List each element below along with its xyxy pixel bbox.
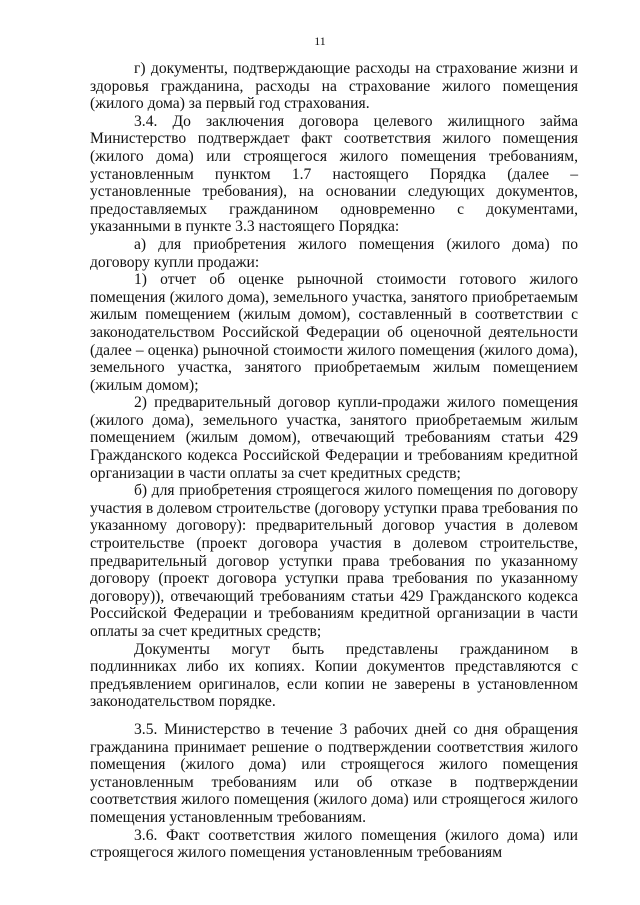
paragraph-item-b: б) для приобретения строящегося жилого помещения по договору участия в долевом строительстве (договору уступки права требования по указанному договору): предварительный договор участия в долевом строительстве (проект договора участия в долевом строительстве, предварительный договор уступки права требования по указанному договору (проект договора уступки права требования по указанному договору)), отвечающий требованиям статьи 429 Гражданского кодекса Российской Федерации и требованиям кредитной организации в части оплаты за счет кредитных средств; [90, 482, 578, 640]
paragraph-item-a: а) для приобретения жилого помещения (жилого дома) по договору купли продажи: [90, 235, 578, 271]
paragraph-3-6: 3.6. Факт соответствия жилого помещения (жилого дома) или строящегося жилого помещения установленным требованиям [90, 826, 578, 862]
paragraph-3-5: 3.5. Министерство в течение 3 рабочих дней со дня обращения гражданина принимает решение о подтверждении соответствия жилого помещения (жилого дома) или строящегося жилого помещения установленным требованиям или об отказе в подтверждении соответствия жилого помещения (жилого дома) или строящегося жилого помещения установленным требованиям. [90, 720, 578, 826]
page-number: 11 [314, 34, 326, 48]
paragraph-documents-note: Документы могут быть представлены гражданином в подлинниках либо их копиях. Копии документов представляются с предъявлением оригиналов, если копии не заверены в установленном законодательством порядке. [90, 640, 578, 711]
paragraph-subitem-2: 2) предварительный договор купли-продажи жилого помещения (жилого дома), земельного участка, занятого приобретаемым жилым помещением (жилым домом), отвечающий требованиям статьи 429 Гражданского кодекса Российской Федерации и требованиям кредитной организации в части оплаты за счет кредитных средств; [90, 394, 578, 482]
paragraph-item-g: г) документы, подтверждающие расходы на страхование жизни и здоровья гражданина, расходы на страхование жилого помещения (жилого дома) за первый год страхования. [90, 60, 578, 113]
document-body [90, 60, 578, 862]
paragraph-3-4: 3.4. До заключения договора целевого жилищного займа Министерство подтверждает факт соответствия жилого помещения (жилого дома) или строящегося жилого помещения требованиям, установленным пунктом 1.7 настоящего Порядка (далее – установленные требования), на основании следующих документов, предоставляемых гражданином одновременно с документами, указанными в пункте 3.3 настоящего Порядка: [90, 112, 578, 236]
paragraph-subitem-1: 1) отчет об оценке рыночной стоимости готового жилого помещения (жилого дома), земельного участка, занятого приобретаемым жилым помещением (жилым домом), составленный в соответствии с законодательством Российской Федерации об оценочной деятельности (далее – оценка) рыночной стоимости жилого помещения (жилого дома), земельного участка, занятого приобретаемым жилым помещением (жилым домом); [90, 271, 578, 394]
